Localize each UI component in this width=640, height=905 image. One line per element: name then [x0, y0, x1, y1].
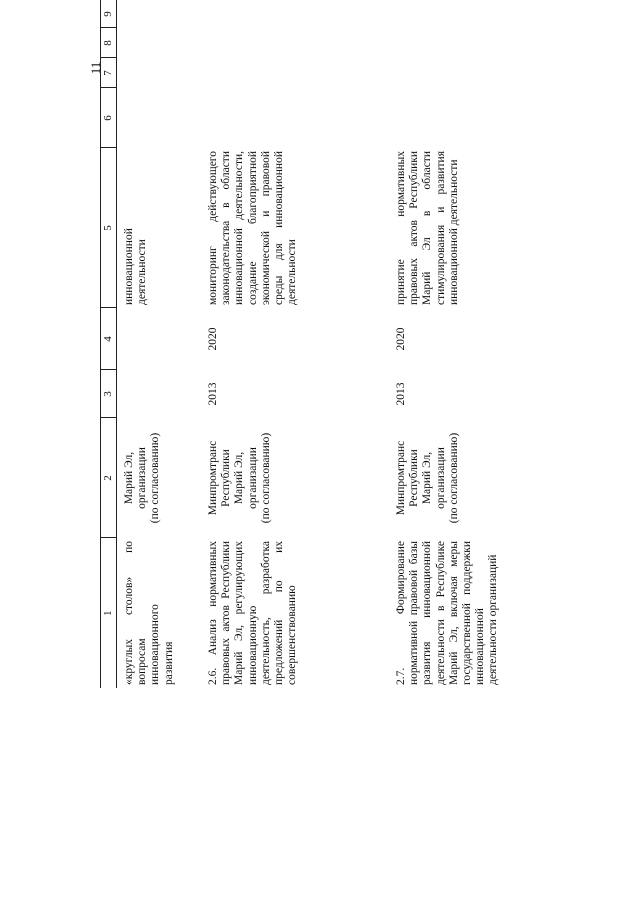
empty-cell: [201, 28, 389, 58]
result-text: мониторинг действующего законодательства в области инновационной деятельности, создание благоприятной экономической и правовой среды для инновационной деятельности: [207, 151, 299, 305]
col-header: 4: [101, 308, 117, 370]
empty-cell: [389, 88, 575, 148]
executor-text: Минпромтранс: [207, 440, 219, 516]
executors-cell: [389, 418, 575, 538]
start-year-cell: [117, 370, 202, 418]
empty-cell: [117, 88, 202, 148]
page-number: 11: [88, 61, 103, 75]
empty-cell: [117, 0, 202, 28]
executor-text: Республики: [220, 449, 233, 507]
col-header: 7: [101, 58, 117, 88]
rotated-table-sheet: [100, 0, 570, 688]
measure-text: 2.7. Формирование нормативной правовой базы развития инновационной деятельности в Республике Марий Эл, включая меры государственной поддержки инновационной деятельности организаций: [395, 541, 500, 685]
col-header: 3: [101, 370, 117, 418]
result-text: деятельности: [136, 239, 149, 305]
col-header: 2: [101, 418, 117, 538]
executor-text: Минпромтранс: [395, 440, 407, 516]
start-year-cell: 2013: [395, 382, 407, 406]
start-year-cell: 2013: [207, 382, 219, 406]
measure-text: инновационного: [149, 604, 162, 685]
executor-text: Марий Эл,: [123, 451, 135, 505]
measure-text: 2.6. Анализ нормативных правовых актов Республики Марий Эл, регулирующих инновационную деятельность, разработка предложений по их совершенствованию: [207, 541, 299, 685]
empty-cell: [389, 28, 575, 58]
col-header: 1: [101, 538, 117, 688]
col-header: 5: [101, 148, 117, 308]
executor-text: Марий Эл,: [421, 451, 434, 505]
executors-cell: [117, 418, 202, 538]
measure-text: развития: [162, 641, 175, 685]
col-header: 9: [101, 0, 117, 28]
executor-text: Марий Эл,: [233, 451, 246, 505]
end-year-cell: 2020: [395, 327, 407, 351]
table-row: [389, 0, 575, 688]
empty-cell: [389, 58, 575, 88]
empty-cell: [201, 0, 389, 28]
end-year-cell: [117, 308, 202, 370]
measure-cell: [389, 538, 575, 688]
executor-text: Республики: [408, 449, 421, 507]
end-year-cell: 2020: [207, 327, 219, 351]
result-cell: [117, 148, 202, 308]
executor-text: организации: [136, 447, 149, 509]
measure-cell: [201, 538, 389, 688]
empty-cell: [117, 28, 202, 58]
measure-text: «круглых столов» по вопросам: [123, 541, 149, 685]
measure-cell: [117, 538, 202, 688]
executor-text: (по согласованию): [259, 432, 272, 524]
executors-cell: [201, 418, 389, 538]
executor-text: (по согласованию): [447, 432, 460, 524]
empty-cell: [201, 88, 389, 148]
empty-cell: [389, 0, 575, 28]
col-header: 8: [101, 28, 117, 58]
empty-cell: [201, 58, 389, 88]
table-row: [201, 0, 389, 688]
col-header: 6: [101, 88, 117, 148]
table-row: [117, 0, 202, 688]
executor-text: (по согласованию): [149, 432, 162, 524]
measures-table: [100, 0, 575, 688]
empty-cell: [117, 58, 202, 88]
result-cell: [389, 148, 575, 308]
result-cell: [201, 148, 389, 308]
result-text: инновационной: [123, 228, 135, 305]
executor-text: организации: [246, 447, 259, 509]
header-row: [101, 0, 117, 688]
result-text: принятие нормативных правовых актов Республики Марий Эл в области стимулирования и развития инновационной деятельности: [395, 151, 460, 305]
executor-text: организации: [434, 447, 447, 509]
